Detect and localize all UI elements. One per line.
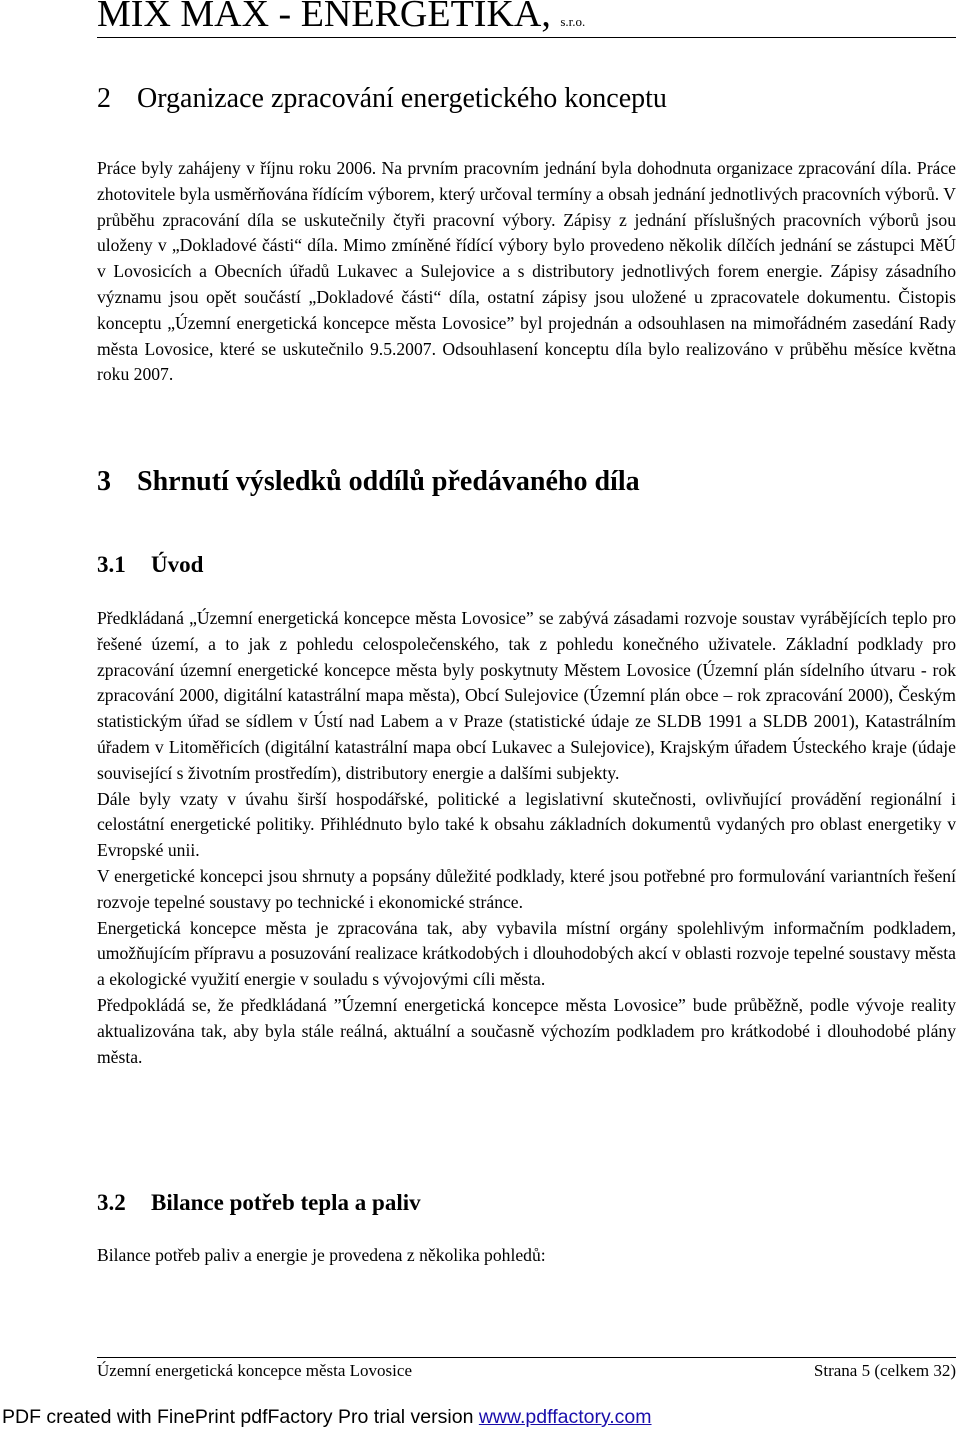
footer-rule	[97, 1357, 956, 1358]
section-3-1-paragraph-4: Energetická koncepce města je zpracována tak, aby vybavila místní orgány spolehlivým informačním podkladem, umožňujícím přípravu a posuzování realizace krátkodobých i dlouhodobých akcí v oblasti rozvoje tepelné soustavy města a ekologické využití energie v souladu s vývojovými cíli města.	[97, 917, 956, 990]
section-2-heading	[97, 82, 667, 116]
section-3-1-heading	[97, 550, 203, 580]
section-3-1-paragraph-2: Dále byly vzaty v úvahu širší hospodářské, politické a legislativní skutečnosti, ovlivňující provádění regionální i celostátní energetické politiky. Přihlédnuto bylo také k obsahu základních dokumentů vydaných pro oblast energetiky v Evropské unii.	[97, 788, 956, 861]
section-3-2-paragraph: Bilance potřeb paliv a energie je provedena z několika pohledů:	[97, 1245, 546, 1265]
section-2-body	[97, 156, 956, 388]
section-3-2-body	[97, 1243, 956, 1269]
section-3-1-number: 3.1	[97, 552, 126, 577]
section-3-2-heading	[97, 1188, 421, 1218]
section-2-paragraph: Práce byly zahájeny v říjnu roku 2006. Na prvním pracovním jednání byla dohodnuta organizace zpracování díla. Práce zhotovitele byla usměrňována řídícím výborem, který určoval termíny a obsah jednání jednotlivých pracovních výborů. V průběhu zpracování díla se uskutečnily čtyři pracovní výbory. Zápisy z jednání příslušných pracovních výborů jsou uloženy v „Dokladové části“ díla. Mimo zmíněné řídící výbory bylo provedeno několik dílčích jednání se zástupci MěÚ v Lovosicích a Obecních úřadů Lukavec a Sulejovice a s distributory jednotlivých forem energie. Zápisy zásadního významu jsou opět součástí „Dokladové části“ díla, ostatní zápisy jsou uložené u zpracovatele dokumentu. Čistopis konceptu „Územní energetická koncepce města Lovosice” byl projednán a odsouhlasen na mimořádném zasedání Rady města Lovosice, které se uskutečnilo 9.5.2007. Odsouhlasení konceptu díla bylo realizováno v průběhu měsíce května roku 2007.	[97, 158, 956, 385]
section-3-2-number: 3.2	[97, 1190, 126, 1215]
company-header	[97, 0, 585, 42]
footer-page-number: Strana 5 (celkem 32)	[813, 1361, 956, 1380]
section-3-heading	[97, 465, 640, 499]
header-rule	[97, 37, 956, 38]
section-3-1-paragraph-3: V energetické koncepci jsou shrnuty a popsány důležité podklady, které jsou potřebné pro formulování variantních řešení rozvoje tepelné soustavy po technické i ekonomické stránce.	[97, 865, 956, 912]
section-3-title: Shrnutí výsledků oddílů předávaného díla	[137, 466, 640, 497]
section-3-1-paragraph-5: Předpokládá se, že předkládaná ”Územní energetická koncepce města Lovosice” bude průběžně, podle vývoje reality aktualizována tak, aby byla stále reálná, aktuální a současně výchozím podkladem pro krátkodobé i dlouhodobé plány města.	[97, 994, 956, 1067]
section-3-2-title: Bilance potřeb tepla a paliv	[151, 1190, 421, 1215]
company-name: MIX MAX - ENERGETIKA,	[97, 0, 551, 35]
section-3-1-paragraph-1: Předkládaná „Územní energetická koncepce města Lovosice” se zabývá zásadami rozvoje soustav vyrábějících teplo pro řešené území, a to jak z pohledu celospolečenského, tak z pohledu konečného uživatele. Základní podklady pro zpracování územní energetické koncepce města byly poskytnuty Městem Lovosice (Územní plán sídelního útvaru - rok zpracování 2000, digitální katastrální mapa města), Obcí Sulejovice (Územní plán obce – rok zpracování 2000), Českým statistickým úřad se sídlem v Ústí nad Labem a v Praze (statistické údaje ze SLDB 1991 a SLDB 2001), Katastrálním úřadem v Litoměřicích (digitální katastrální mapa obcí Lukavec a Sulejovice), Krajským úřadem Ústeckého kraje (údaje související s životním prostředím), distributory energie a dalšími subjekty.	[97, 608, 956, 783]
watermark-text: PDF created with FinePrint pdfFactory Pro trial version	[2, 1406, 479, 1428]
pdf-watermark	[2, 1404, 652, 1430]
section-2-number: 2	[97, 83, 111, 114]
section-3-number: 3	[97, 466, 111, 497]
watermark-link[interactable]: www.pdffactory.com	[478, 1406, 652, 1428]
section-3-1-title: Úvod	[151, 552, 204, 577]
section-2-title: Organizace zpracování energetického konceptu	[137, 83, 667, 114]
company-suffix: s.r.o.	[560, 14, 586, 29]
footer-document-title: Územní energetická koncepce města Lovosice	[97, 1361, 412, 1380]
section-3-1-body	[97, 606, 956, 1070]
